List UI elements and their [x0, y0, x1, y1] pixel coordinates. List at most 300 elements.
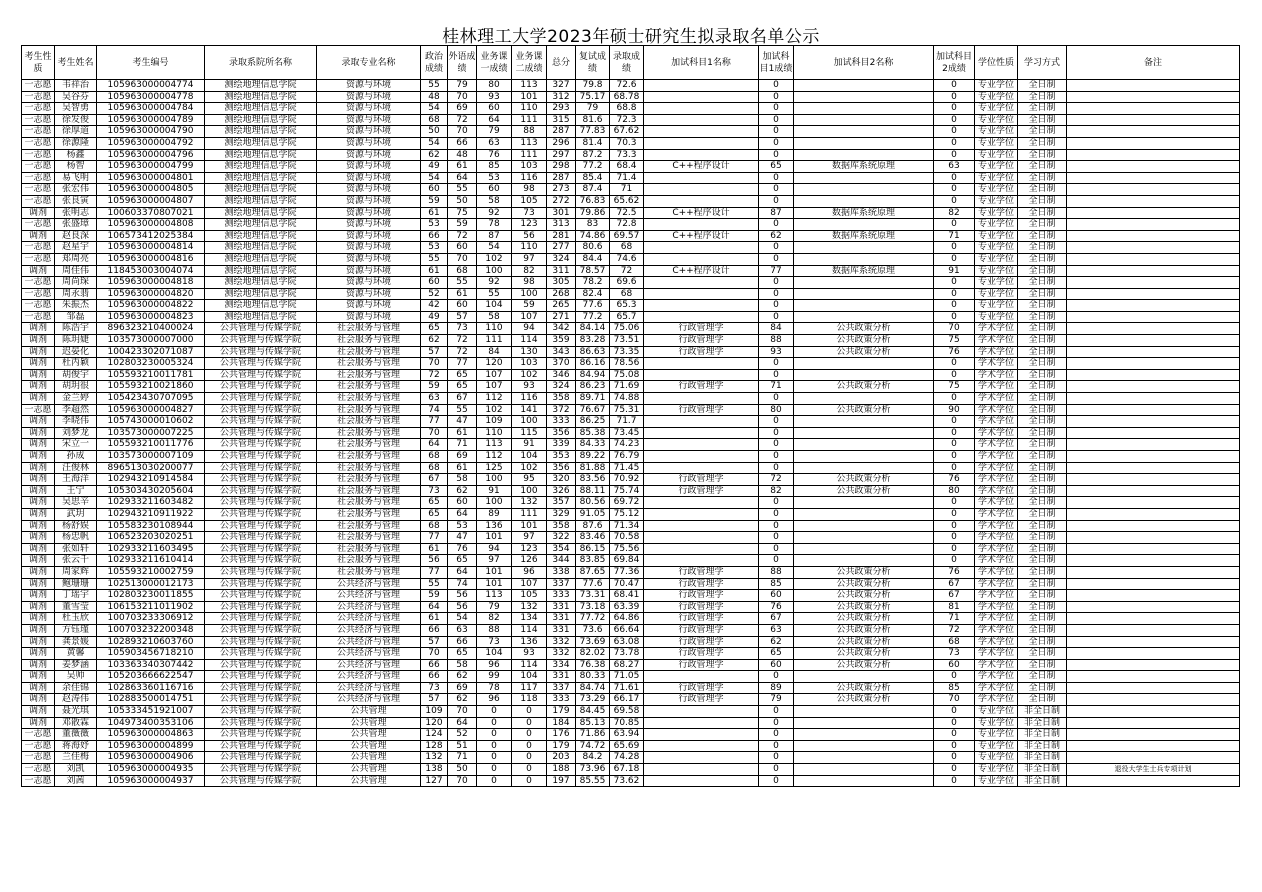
table-cell: 68	[610, 288, 644, 300]
table-cell: 356	[547, 427, 576, 439]
table-cell: 76.79	[610, 451, 644, 463]
table-cell: 0	[934, 717, 975, 729]
table-cell: 社会服务与管理	[317, 532, 421, 544]
table-cell: 资源与环境	[317, 80, 421, 92]
table-cell: 86.16	[576, 358, 610, 370]
table-cell: 姜梦涵	[55, 659, 97, 671]
table-cell: 105963000004816	[97, 253, 205, 265]
table-cell: 59	[421, 195, 448, 207]
table-cell: 公共政策分析	[794, 613, 934, 625]
table-cell	[644, 462, 759, 474]
table-cell: 调剂	[22, 532, 55, 544]
table-cell: 0	[759, 358, 794, 370]
table-cell: 74.72	[576, 740, 610, 752]
table-cell: 68	[448, 265, 477, 277]
table-cell	[1067, 172, 1240, 184]
table-row	[22, 497, 1240, 509]
table-cell: 333	[547, 590, 576, 602]
table-cell	[1067, 566, 1240, 578]
table-cell: 全日制	[1018, 137, 1067, 149]
table-cell: 专业学位	[975, 230, 1018, 242]
table-cell: 调剂	[22, 335, 55, 347]
table-cell: 0	[934, 172, 975, 184]
table-cell: 0	[934, 91, 975, 103]
table-cell: 0	[759, 532, 794, 544]
table-cell	[794, 520, 934, 532]
table-cell: 专业学位	[975, 137, 1018, 149]
table-cell: 334	[547, 659, 576, 671]
table-cell: 0	[934, 114, 975, 126]
table-cell: 行政管理学	[644, 474, 759, 486]
table-row	[22, 520, 1240, 532]
column-header: 考生性质	[22, 46, 55, 80]
table-cell: 100	[512, 288, 547, 300]
table-cell: 0	[934, 427, 975, 439]
table-cell	[1067, 474, 1240, 486]
table-cell	[1067, 636, 1240, 648]
table-cell: 社会服务与管理	[317, 508, 421, 520]
table-cell: 全日制	[1018, 346, 1067, 358]
table-cell: 一志愿	[22, 219, 55, 231]
table-cell: 专业学位	[975, 242, 1018, 254]
table-cell: 107	[512, 311, 547, 323]
table-cell: 85.4	[576, 172, 610, 184]
table-cell	[644, 555, 759, 567]
table-cell: 学术学位	[975, 358, 1018, 370]
table-cell: 李超然	[55, 404, 97, 416]
table-cell: 非全日制	[1018, 775, 1067, 787]
table-cell	[794, 775, 934, 787]
table-cell: 0	[759, 555, 794, 567]
table-cell: 102933211603482	[97, 497, 205, 509]
table-cell: 61	[448, 462, 477, 474]
table-cell: 张盛璋	[55, 219, 97, 231]
table-cell: 社会服务与管理	[317, 485, 421, 497]
table-cell: 86.63	[576, 346, 610, 358]
table-cell: 54	[421, 103, 448, 115]
table-cell: 54	[421, 172, 448, 184]
table-cell: 77.2	[576, 311, 610, 323]
table-row	[22, 346, 1240, 358]
table-row	[22, 149, 1240, 161]
table-cell: 98	[512, 277, 547, 289]
table-row	[22, 427, 1240, 439]
table-cell: 94	[512, 323, 547, 335]
table-row	[22, 161, 1240, 173]
table-cell: 测绘地理信息学院	[205, 172, 317, 184]
table-cell: 专业学位	[975, 706, 1018, 718]
table-cell: 73.51	[610, 335, 644, 347]
table-cell: 测绘地理信息学院	[205, 207, 317, 219]
table-cell: 专业学位	[975, 752, 1018, 764]
table-row	[22, 91, 1240, 103]
table-cell: 55	[448, 404, 477, 416]
table-cell: 272	[547, 195, 576, 207]
table-cell: 学术学位	[975, 474, 1018, 486]
table-cell: 杜玉欣	[55, 613, 97, 625]
table-row	[22, 335, 1240, 347]
table-cell	[644, 439, 759, 451]
table-cell: 68.8	[610, 103, 644, 115]
table-cell: 全日制	[1018, 462, 1067, 474]
table-cell: 356	[547, 462, 576, 474]
table-row	[22, 172, 1240, 184]
table-cell: 76	[934, 346, 975, 358]
table-cell: 101	[477, 578, 512, 590]
table-cell: 48	[448, 149, 477, 161]
table-cell: 调剂	[22, 369, 55, 381]
table-cell: 数据库系统原理	[794, 265, 934, 277]
table-cell: 资源与环境	[317, 195, 421, 207]
table-cell: 102	[512, 462, 547, 474]
table-cell: 100703232200348	[97, 624, 205, 636]
table-cell: 资源与环境	[317, 219, 421, 231]
table-cell: 全日制	[1018, 566, 1067, 578]
table-cell: 70.92	[610, 474, 644, 486]
table-cell: 全日制	[1018, 230, 1067, 242]
table-cell: 调剂	[22, 590, 55, 602]
table-cell: 学术学位	[975, 578, 1018, 590]
table-cell: 学术学位	[975, 451, 1018, 463]
table-cell: 周永翡	[55, 288, 97, 300]
table-cell	[1067, 520, 1240, 532]
table-cell	[644, 195, 759, 207]
table-cell: 0	[934, 439, 975, 451]
table-cell: 104	[477, 648, 512, 660]
table-cell: 87	[477, 230, 512, 242]
table-cell: 65	[759, 648, 794, 660]
column-header: 业务课二成绩	[512, 46, 547, 80]
table-cell: 一志愿	[22, 149, 55, 161]
table-cell: 公共管理与传媒学院	[205, 648, 317, 660]
table-row	[22, 219, 1240, 231]
table-cell: 332	[547, 636, 576, 648]
table-cell: 公共管理与传媒学院	[205, 671, 317, 683]
table-cell: 调剂	[22, 265, 55, 277]
table-row	[22, 775, 1240, 787]
table-cell	[644, 242, 759, 254]
table-cell: 公共经济与管理	[317, 682, 421, 694]
table-cell: 胡玥很	[55, 381, 97, 393]
table-cell: 71	[934, 613, 975, 625]
table-cell: 0	[512, 740, 547, 752]
table-cell: 84.94	[576, 369, 610, 381]
table-cell: 70	[448, 775, 477, 787]
table-cell: 公共管理与传媒学院	[205, 636, 317, 648]
table-cell: 公共管理与传媒学院	[205, 578, 317, 590]
table-cell: 公共管理与传媒学院	[205, 532, 317, 544]
table-row	[22, 265, 1240, 277]
column-header: 加试科目1名称	[644, 46, 759, 80]
table-cell: 全日制	[1018, 300, 1067, 312]
table-cell: 85.55	[576, 775, 610, 787]
table-cell: 130	[512, 346, 547, 358]
table-cell: 公共经济与管理	[317, 636, 421, 648]
table-cell	[1067, 590, 1240, 602]
table-cell: 84	[477, 346, 512, 358]
table-cell: 0	[759, 369, 794, 381]
table-cell: 93	[759, 346, 794, 358]
table-cell: 63	[759, 624, 794, 636]
table-cell: 公共政策分析	[794, 682, 934, 694]
table-cell: 81.88	[576, 462, 610, 474]
table-cell: 测绘地理信息学院	[205, 184, 317, 196]
table-cell: 学术学位	[975, 659, 1018, 671]
table-cell: 126	[512, 555, 547, 567]
table-cell	[794, 717, 934, 729]
table-cell: 学术学位	[975, 636, 1018, 648]
table-cell: 0	[477, 764, 512, 776]
table-cell: 杨舒娱	[55, 520, 97, 532]
table-cell: 专业学位	[975, 729, 1018, 741]
table-cell: 资源与环境	[317, 161, 421, 173]
table-cell: 公共管理	[317, 706, 421, 718]
table-cell: 0	[759, 416, 794, 428]
table-cell: 公共管理与传媒学院	[205, 497, 317, 509]
table-cell: 全日制	[1018, 451, 1067, 463]
table-cell	[1067, 369, 1240, 381]
column-header: 加试科目2名称	[794, 46, 934, 80]
table-cell: 70	[421, 358, 448, 370]
table-cell: 69.6	[610, 277, 644, 289]
table-cell: 60	[448, 242, 477, 254]
table-cell: 公共管理与传媒学院	[205, 740, 317, 752]
table-cell: 74.88	[610, 393, 644, 405]
table-cell	[1067, 207, 1240, 219]
table-cell: 105593210011776	[97, 439, 205, 451]
table-cell	[644, 497, 759, 509]
table-cell	[794, 555, 934, 567]
table-cell	[644, 717, 759, 729]
table-cell: 71.45	[610, 462, 644, 474]
table-cell: 61	[421, 207, 448, 219]
table-row	[22, 439, 1240, 451]
table-cell: 0	[934, 740, 975, 752]
table-cell: 全日制	[1018, 80, 1067, 92]
table-cell: 77	[448, 358, 477, 370]
table-cell: 77.6	[576, 300, 610, 312]
table-cell: 94	[477, 543, 512, 555]
table-row	[22, 288, 1240, 300]
table-cell: 资源与环境	[317, 253, 421, 265]
table-cell: 74.28	[610, 752, 644, 764]
column-header: 加试科目1成绩	[759, 46, 794, 80]
table-cell: 65	[448, 381, 477, 393]
table-cell: 66	[421, 230, 448, 242]
table-cell	[1067, 277, 1240, 289]
table-cell: 107	[477, 369, 512, 381]
table-cell: 61	[448, 288, 477, 300]
table-cell: 全日制	[1018, 311, 1067, 323]
table-cell: 105	[512, 195, 547, 207]
table-cell: 调剂	[22, 474, 55, 486]
table-cell: 方钰瑾	[55, 624, 97, 636]
table-cell	[1067, 508, 1240, 520]
table-cell: 331	[547, 613, 576, 625]
table-cell: 102933211603495	[97, 543, 205, 555]
table-cell: 102803230005324	[97, 358, 205, 370]
table-cell: 70	[448, 126, 477, 138]
table-cell: 72	[448, 114, 477, 126]
table-cell: 公共管理与传媒学院	[205, 358, 317, 370]
table-cell	[1067, 300, 1240, 312]
table-cell	[1067, 323, 1240, 335]
table-cell: 公共政策分析	[794, 590, 934, 602]
table-cell: 91.05	[576, 508, 610, 520]
table-cell: 114	[512, 659, 547, 671]
table-cell: 78.2	[576, 277, 610, 289]
table-cell	[1067, 740, 1240, 752]
table-cell: 0	[934, 103, 975, 115]
table-cell: 公共管理与传媒学院	[205, 508, 317, 520]
table-cell: 公共经济与管理	[317, 590, 421, 602]
table-cell: 专业学位	[975, 253, 1018, 265]
table-cell	[1067, 161, 1240, 173]
table-cell: 赵涛伟	[55, 694, 97, 706]
table-cell	[794, 508, 934, 520]
table-cell: 专业学位	[975, 717, 1018, 729]
table-cell: 学术学位	[975, 393, 1018, 405]
table-cell: 行政管理学	[644, 335, 759, 347]
table-cell: 93	[512, 381, 547, 393]
table-cell: 113	[512, 80, 547, 92]
table-cell: 76.38	[576, 659, 610, 671]
table-cell: 105963000004899	[97, 740, 205, 752]
table-cell: 公共管理与传媒学院	[205, 775, 317, 787]
table-cell	[644, 300, 759, 312]
table-cell	[794, 114, 934, 126]
table-cell: 行政管理学	[644, 590, 759, 602]
column-header: 加试科目2成绩	[934, 46, 975, 80]
table-cell: 72.6	[610, 80, 644, 92]
table-cell: 刘凯	[55, 764, 97, 776]
table-cell: 123	[512, 543, 547, 555]
table-cell: 105963000004807	[97, 195, 205, 207]
table-cell: 60	[934, 659, 975, 671]
table-cell: 67	[934, 578, 975, 590]
table-cell: 全日制	[1018, 323, 1067, 335]
table-cell: 136	[477, 520, 512, 532]
table-cell: 调剂	[22, 717, 55, 729]
table-cell: 77.2	[576, 161, 610, 173]
table-cell: 64	[448, 508, 477, 520]
table-cell: 资源与环境	[317, 172, 421, 184]
table-cell: 136	[512, 636, 547, 648]
table-cell: 数据库系统原理	[794, 230, 934, 242]
table-cell	[644, 393, 759, 405]
table-cell: 75.31	[610, 404, 644, 416]
table-cell: 76	[759, 601, 794, 613]
table-cell	[794, 427, 934, 439]
table-cell: 0	[934, 311, 975, 323]
table-cell: 297	[547, 149, 576, 161]
table-cell	[644, 369, 759, 381]
table-cell: 48	[421, 91, 448, 103]
table-cell: 104	[512, 671, 547, 683]
table-cell: 0	[934, 543, 975, 555]
table-cell: 91	[477, 485, 512, 497]
table-cell: 资源与环境	[317, 137, 421, 149]
table-cell: 张如轩	[55, 543, 97, 555]
table-cell: 68	[421, 520, 448, 532]
table-cell: 专业学位	[975, 740, 1018, 752]
table-cell: 行政管理学	[644, 636, 759, 648]
table-cell: 896513030200077	[97, 462, 205, 474]
table-cell: 行政管理学	[644, 624, 759, 636]
table-cell: 李晓伟	[55, 416, 97, 428]
table-cell: 调剂	[22, 381, 55, 393]
table-cell: 一志愿	[22, 729, 55, 741]
table-cell: 公共政策分析	[794, 566, 934, 578]
table-cell: 89.71	[576, 393, 610, 405]
table-cell: 95	[512, 474, 547, 486]
table-cell: 0	[934, 126, 975, 138]
table-cell: 93	[477, 91, 512, 103]
table-cell: 数据库系统原理	[794, 207, 934, 219]
table-cell: 79	[477, 601, 512, 613]
table-cell: C++程序设计	[644, 161, 759, 173]
table-row	[22, 717, 1240, 729]
table-cell: 全日制	[1018, 242, 1067, 254]
table-cell: 鲍珊珊	[55, 578, 97, 590]
table-cell: 68.4	[610, 161, 644, 173]
table-cell: 265	[547, 300, 576, 312]
table-cell	[1067, 253, 1240, 265]
table-cell: 56	[421, 555, 448, 567]
table-cell	[794, 369, 934, 381]
table-cell: 学术学位	[975, 648, 1018, 660]
table-cell: 70	[448, 91, 477, 103]
table-cell: 75.12	[610, 508, 644, 520]
table-cell: 60	[421, 277, 448, 289]
table-cell: 75.17	[576, 91, 610, 103]
table-cell	[794, 277, 934, 289]
table-cell: 92	[477, 207, 512, 219]
table-cell: 一志愿	[22, 80, 55, 92]
table-cell: 行政管理学	[644, 694, 759, 706]
table-cell: 一志愿	[22, 764, 55, 776]
table-cell: 96	[512, 566, 547, 578]
table-cell: 58	[448, 659, 477, 671]
table-cell: 0	[934, 393, 975, 405]
table-cell: 公共政策分析	[794, 648, 934, 660]
table-cell: 张云千	[55, 555, 97, 567]
table-cell: 97	[477, 555, 512, 567]
table-cell: 0	[759, 740, 794, 752]
table-cell: 0	[477, 729, 512, 741]
table-cell: 公共管理与传媒学院	[205, 462, 317, 474]
table-cell: 110	[512, 242, 547, 254]
table-cell: 专业学位	[975, 288, 1018, 300]
table-cell: 118	[512, 694, 547, 706]
table-cell: 行政管理学	[644, 381, 759, 393]
table-cell: 非全日制	[1018, 752, 1067, 764]
table-cell: 0	[759, 195, 794, 207]
table-cell: 赵良深	[55, 230, 97, 242]
table-cell: 301	[547, 207, 576, 219]
table-cell: 余佳锦	[55, 682, 97, 694]
table-cell	[644, 149, 759, 161]
table-cell: 测绘地理信息学院	[205, 126, 317, 138]
table-cell: 105963000004937	[97, 775, 205, 787]
table-cell: 331	[547, 671, 576, 683]
table-cell: 公共政策分析	[794, 381, 934, 393]
table-cell: 公共管理与传媒学院	[205, 717, 317, 729]
table-row	[22, 474, 1240, 486]
table-cell: 50	[448, 764, 477, 776]
table-cell: 调剂	[22, 520, 55, 532]
table-cell: 102	[477, 253, 512, 265]
